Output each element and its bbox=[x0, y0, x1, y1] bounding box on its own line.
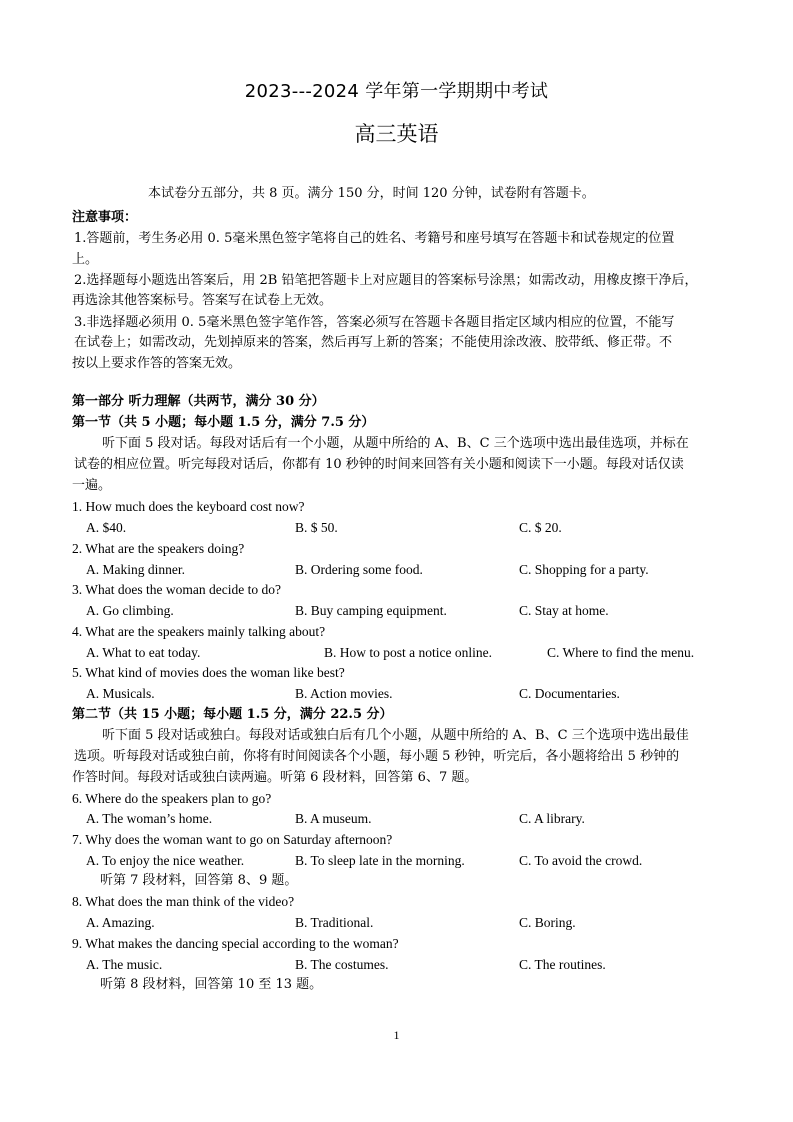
notice-heading: 注意事项： bbox=[72, 210, 138, 225]
notice-line: 上。 bbox=[72, 252, 99, 267]
option-a: A. To enjoy the nice weather. bbox=[86, 853, 245, 868]
question-stem: 3. What does the woman decide to do? bbox=[72, 582, 281, 597]
question-stem: 7. Why does the woman want to go on Saturday afternoon? bbox=[72, 832, 393, 847]
section2-instructions: 选项。听每段对话或独白前，你将有时间阅读各个小题，每小题 5 秒钟，听完后，各小题将给出 5 秒钟的 bbox=[74, 749, 680, 764]
option-b: B. Action movies. bbox=[295, 686, 393, 701]
section1-instructions: 试卷的相应位置。听完每段对话后，你都有 10 秒钟的时间来回答有关小题和阅读下一小题。每段对话仅读 bbox=[74, 457, 684, 472]
option-b: B. Ordering some food. bbox=[295, 562, 423, 577]
section1-heading: 第一节（共 5 小题；每小题 1.5 分，满分 7.5 分） bbox=[72, 415, 375, 430]
option-b: B. Traditional. bbox=[295, 915, 374, 930]
material-note: 听第 8 段材料，回答第 10 至 13 题。 bbox=[100, 977, 323, 992]
option-a: A. Making dinner. bbox=[86, 562, 185, 577]
question-stem: 9. What makes the dancing special according to the woman? bbox=[72, 936, 399, 951]
option-c: C. To avoid the crowd. bbox=[519, 853, 643, 868]
option-c: C. Stay at home. bbox=[519, 603, 609, 618]
part1-heading: 第一部分 听力理解（共两节，满分 30 分） bbox=[72, 394, 325, 409]
notice-line: 1.答题前，考生务必用 0. 5毫米黑色签字笔将自己的姓名、考籍号和座号填写在答题卡和试卷规定的位置 bbox=[74, 231, 675, 246]
option-b: B. How to post a notice online. bbox=[324, 645, 492, 660]
option-c: C. The routines. bbox=[519, 957, 606, 972]
question-stem: 4. What are the speakers mainly talking about? bbox=[72, 624, 326, 639]
question-stem: 1. How much does the keyboard cost now? bbox=[72, 499, 305, 514]
option-b: B. Buy camping equipment. bbox=[295, 603, 447, 618]
option-c: C. Where to find the menu. bbox=[547, 645, 695, 660]
option-a: A. The music. bbox=[86, 957, 163, 972]
question-stem: 6. Where do the speakers plan to go? bbox=[72, 791, 272, 806]
question-stem: 2. What are the speakers doing? bbox=[72, 541, 245, 556]
option-b: B. $ 50. bbox=[295, 520, 338, 535]
notice-line: 在试卷上；如需改动，先划掉原来的答案，然后再写上新的答案；不能使用涂改液、胶带纸、修正带。不 bbox=[74, 335, 673, 350]
option-b: B. To sleep late in the morning. bbox=[295, 853, 465, 868]
notice-line: 2.选择题每小题选出答案后，用 2B 铅笔把答题卡上对应题目的答案标号涂黑；如需改动，用橡皮擦干净后， bbox=[74, 273, 698, 288]
section2-heading: 第二节（共 15 小题；每小题 1.5 分，满分 22.5 分） bbox=[72, 707, 393, 722]
option-c: C. A library. bbox=[519, 811, 585, 826]
question-stem: 8. What does the man think of the video? bbox=[72, 894, 295, 909]
section1-instructions: 听下面 5 段对话。每段对话后有一个小题，从题中所给的 A、B、C 三个选项中选出最佳选项，并标在 bbox=[102, 436, 689, 451]
exam-title: 2023---2024 学年第一学期期中考试 bbox=[244, 81, 549, 102]
option-c: C. $ 20. bbox=[519, 520, 562, 535]
exam-subject: 高三英语 bbox=[354, 122, 439, 146]
question-stem: 5. What kind of movies does the woman like best? bbox=[72, 665, 345, 680]
option-a: A. Musicals. bbox=[86, 686, 155, 701]
option-a: A. Go climbing. bbox=[86, 603, 174, 618]
section2-instructions: 听下面 5 段对话或独白。每段对话或独白后有几个小题，从题中所给的 A、B、C 三个选项中选出最佳 bbox=[102, 728, 689, 743]
section2-instructions: 作答时间。每段对话或独白读两遍。听第 6 段材料，回答第 6、7 题。 bbox=[72, 770, 478, 785]
notice-line: 按以上要求作答的答案无效。 bbox=[72, 356, 242, 371]
option-b: B. A museum. bbox=[295, 811, 372, 826]
notice-line: 3.非选择题必须用 0. 5毫米黑色签字笔作答，答案必须写在答题卡各题目指定区域内相应的位置，不能写 bbox=[74, 315, 675, 330]
section1-instructions: 一遍。 bbox=[72, 478, 112, 493]
intro-text: 本试卷分五部分，共 8 页。满分 150 分，时间 120 分钟，试卷附有答题卡。 bbox=[148, 186, 595, 201]
option-c: C. Documentaries. bbox=[519, 686, 620, 701]
page-number: 1 bbox=[393, 1028, 400, 1042]
option-a: A. Amazing. bbox=[86, 915, 155, 930]
option-a: A. $40. bbox=[86, 520, 127, 535]
option-c: C. Boring. bbox=[519, 915, 576, 930]
notice-line: 再选涂其他答案标号。答案写在试卷上无效。 bbox=[72, 293, 333, 308]
option-a: A. The woman’s home. bbox=[86, 811, 213, 826]
material-note: 听第 7 段材料，回答第 8、9 题。 bbox=[100, 873, 298, 888]
option-c: C. Shopping for a party. bbox=[519, 562, 649, 577]
option-a: A. What to eat today. bbox=[86, 645, 201, 660]
option-b: B. The costumes. bbox=[295, 957, 389, 972]
